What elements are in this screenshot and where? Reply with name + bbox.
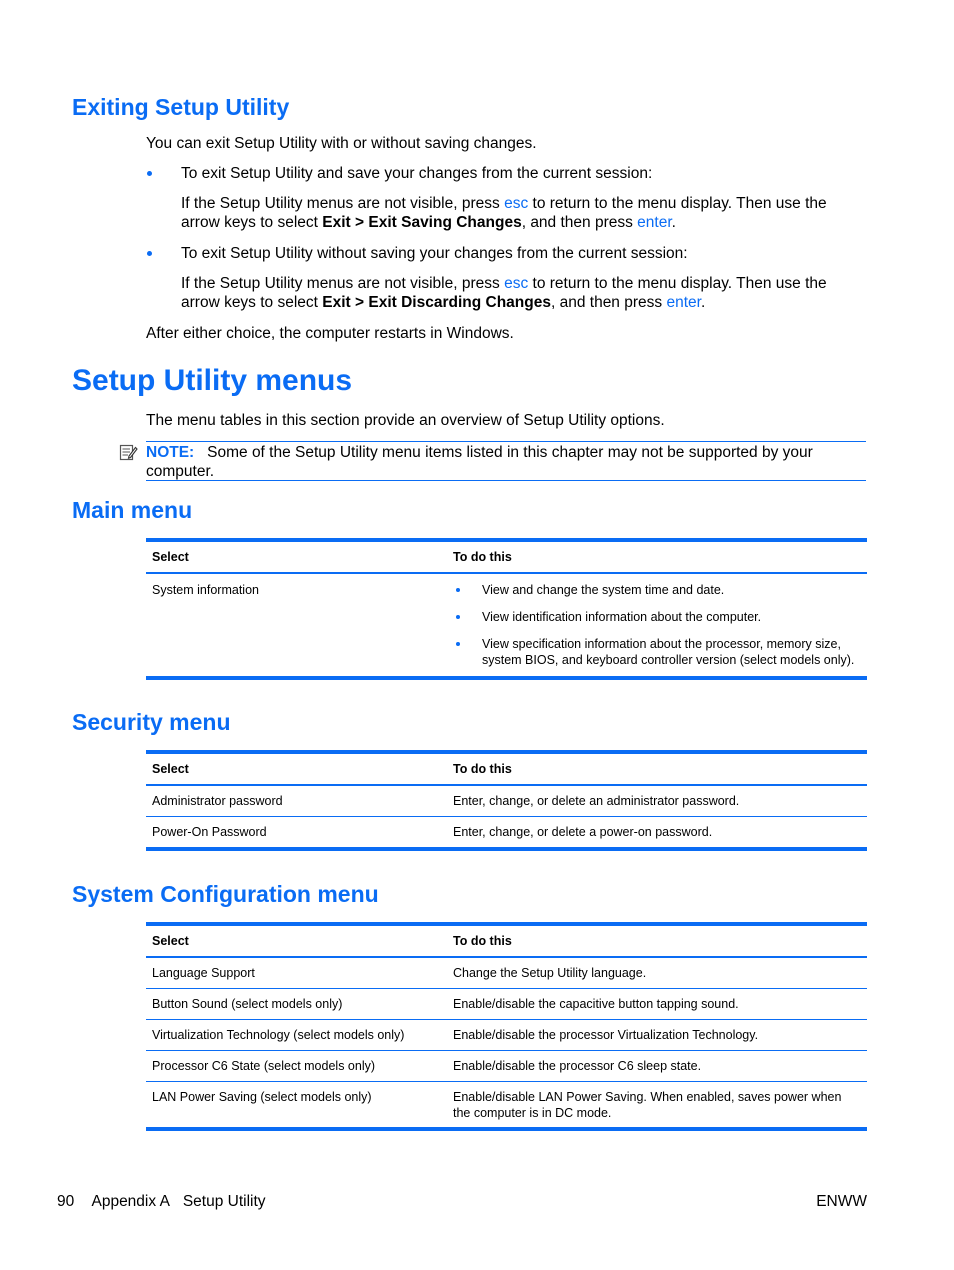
section-title-sysconfig-menu: System Configuration menu xyxy=(72,881,379,907)
key-enter: enter xyxy=(666,294,701,311)
exiting-after: After either choice, the computer restarts in Windows. xyxy=(146,325,514,342)
key-esc: esc xyxy=(504,195,529,212)
table-row xyxy=(146,817,867,850)
menus-intro: The menu tables in this section provide an overview of Setup Utility options. xyxy=(146,412,665,429)
security-menu-table xyxy=(146,750,867,851)
cell-todo: Enter, change, or delete a power-on password. xyxy=(447,817,867,850)
table-row xyxy=(146,785,867,817)
col-header-select: Select xyxy=(146,752,447,785)
col-header-select: Select xyxy=(146,924,447,957)
cell-select: System information xyxy=(146,573,447,678)
cell-todo: Enter, change, or delete an administrator password. xyxy=(447,785,867,817)
main-menu-table xyxy=(146,538,867,680)
cell-todo: Enable/disable LAN Power Saving. When enabled, saves power when the computer is in DC mode. xyxy=(447,1082,867,1130)
key-enter: enter xyxy=(637,214,672,231)
page-footer-right: ENWW xyxy=(816,1193,867,1210)
bullet-dot xyxy=(147,251,152,256)
cell-select: Button Sound (select models only) xyxy=(146,989,447,1020)
cell-todo: Enable/disable the capacitive button tapping sound. xyxy=(447,989,867,1020)
cell-todo xyxy=(447,573,867,678)
list-item: View identification information about the computer. xyxy=(453,609,861,625)
note-text: Some of the Setup Utility menu items listed in this chapter may not be supported by your xyxy=(207,444,813,461)
col-header-todo: To do this xyxy=(447,752,867,785)
cell-select: Power-On Password xyxy=(146,817,447,850)
cell-select: Processor C6 State (select models only) xyxy=(146,1051,447,1082)
section-title-main-menu: Main menu xyxy=(72,497,193,523)
table-row xyxy=(146,989,867,1020)
col-header-todo: To do this xyxy=(447,924,867,957)
cell-todo: Enable/disable the processor C6 sleep state. xyxy=(447,1051,867,1082)
table-row xyxy=(146,957,867,989)
bullet-dot xyxy=(456,642,460,646)
bullet-dot xyxy=(147,171,152,176)
footer-chapter: Setup Utility xyxy=(182,1193,266,1210)
col-header-todo: To do this xyxy=(447,540,867,573)
exiting-bullet-2-detail: If the Setup Utility menus are not visible, press esc to return to the menu display. Then use the arrow keys to select Exit > Exit Discarding Changes, and then press enter. xyxy=(181,275,827,311)
note-pencil-icon xyxy=(118,442,138,462)
cell-select: LAN Power Saving (select models only) xyxy=(146,1082,447,1130)
table-row xyxy=(146,573,867,678)
note-text-cont: computer. xyxy=(146,463,215,480)
sysconfig-menu-table xyxy=(146,922,867,1131)
section-title-exiting: Exiting Setup Utility xyxy=(72,94,290,120)
list-item: View specification information about the processor, memory size, system BIOS, and keyboard controller version (select models only). xyxy=(453,636,861,668)
page-title: Setup Utility menus xyxy=(72,364,353,397)
cell-todo: Change the Setup Utility language. xyxy=(447,957,867,989)
table-row xyxy=(146,1051,867,1082)
cell-select: Administrator password xyxy=(146,785,447,817)
exiting-bullet-2: To exit Setup Utility without saving your changes from the current session: xyxy=(181,245,688,262)
list-item: View and change the system time and date. xyxy=(453,582,861,598)
table-row xyxy=(146,1020,867,1051)
table-row xyxy=(146,1082,867,1130)
exiting-bullet-1: To exit Setup Utility and save your changes from the current session: xyxy=(181,165,653,182)
note-label: NOTE: xyxy=(146,444,195,461)
page-number: 90 xyxy=(57,1193,75,1210)
section-title-security-menu: Security menu xyxy=(72,709,231,735)
exiting-intro: You can exit Setup Utility with or without saving changes. xyxy=(146,135,537,152)
exiting-bullet-1-detail: If the Setup Utility menus are not visible, press esc to return to the menu display. Then use the arrow keys to select Exit > Exit Saving Changes, and then press enter. xyxy=(181,195,827,231)
page-footer-left xyxy=(57,1193,266,1211)
key-esc: esc xyxy=(504,275,529,292)
cell-todo: Enable/disable the processor Virtualization Technology. xyxy=(447,1020,867,1051)
col-header-select: Select xyxy=(146,540,447,573)
footer-appendix: Appendix A xyxy=(91,1193,170,1210)
bullet-dot xyxy=(456,588,460,592)
cell-select: Virtualization Technology (select models only) xyxy=(146,1020,447,1051)
note-box xyxy=(146,441,866,481)
bullet-dot xyxy=(456,615,460,619)
cell-select: Language Support xyxy=(146,957,447,989)
